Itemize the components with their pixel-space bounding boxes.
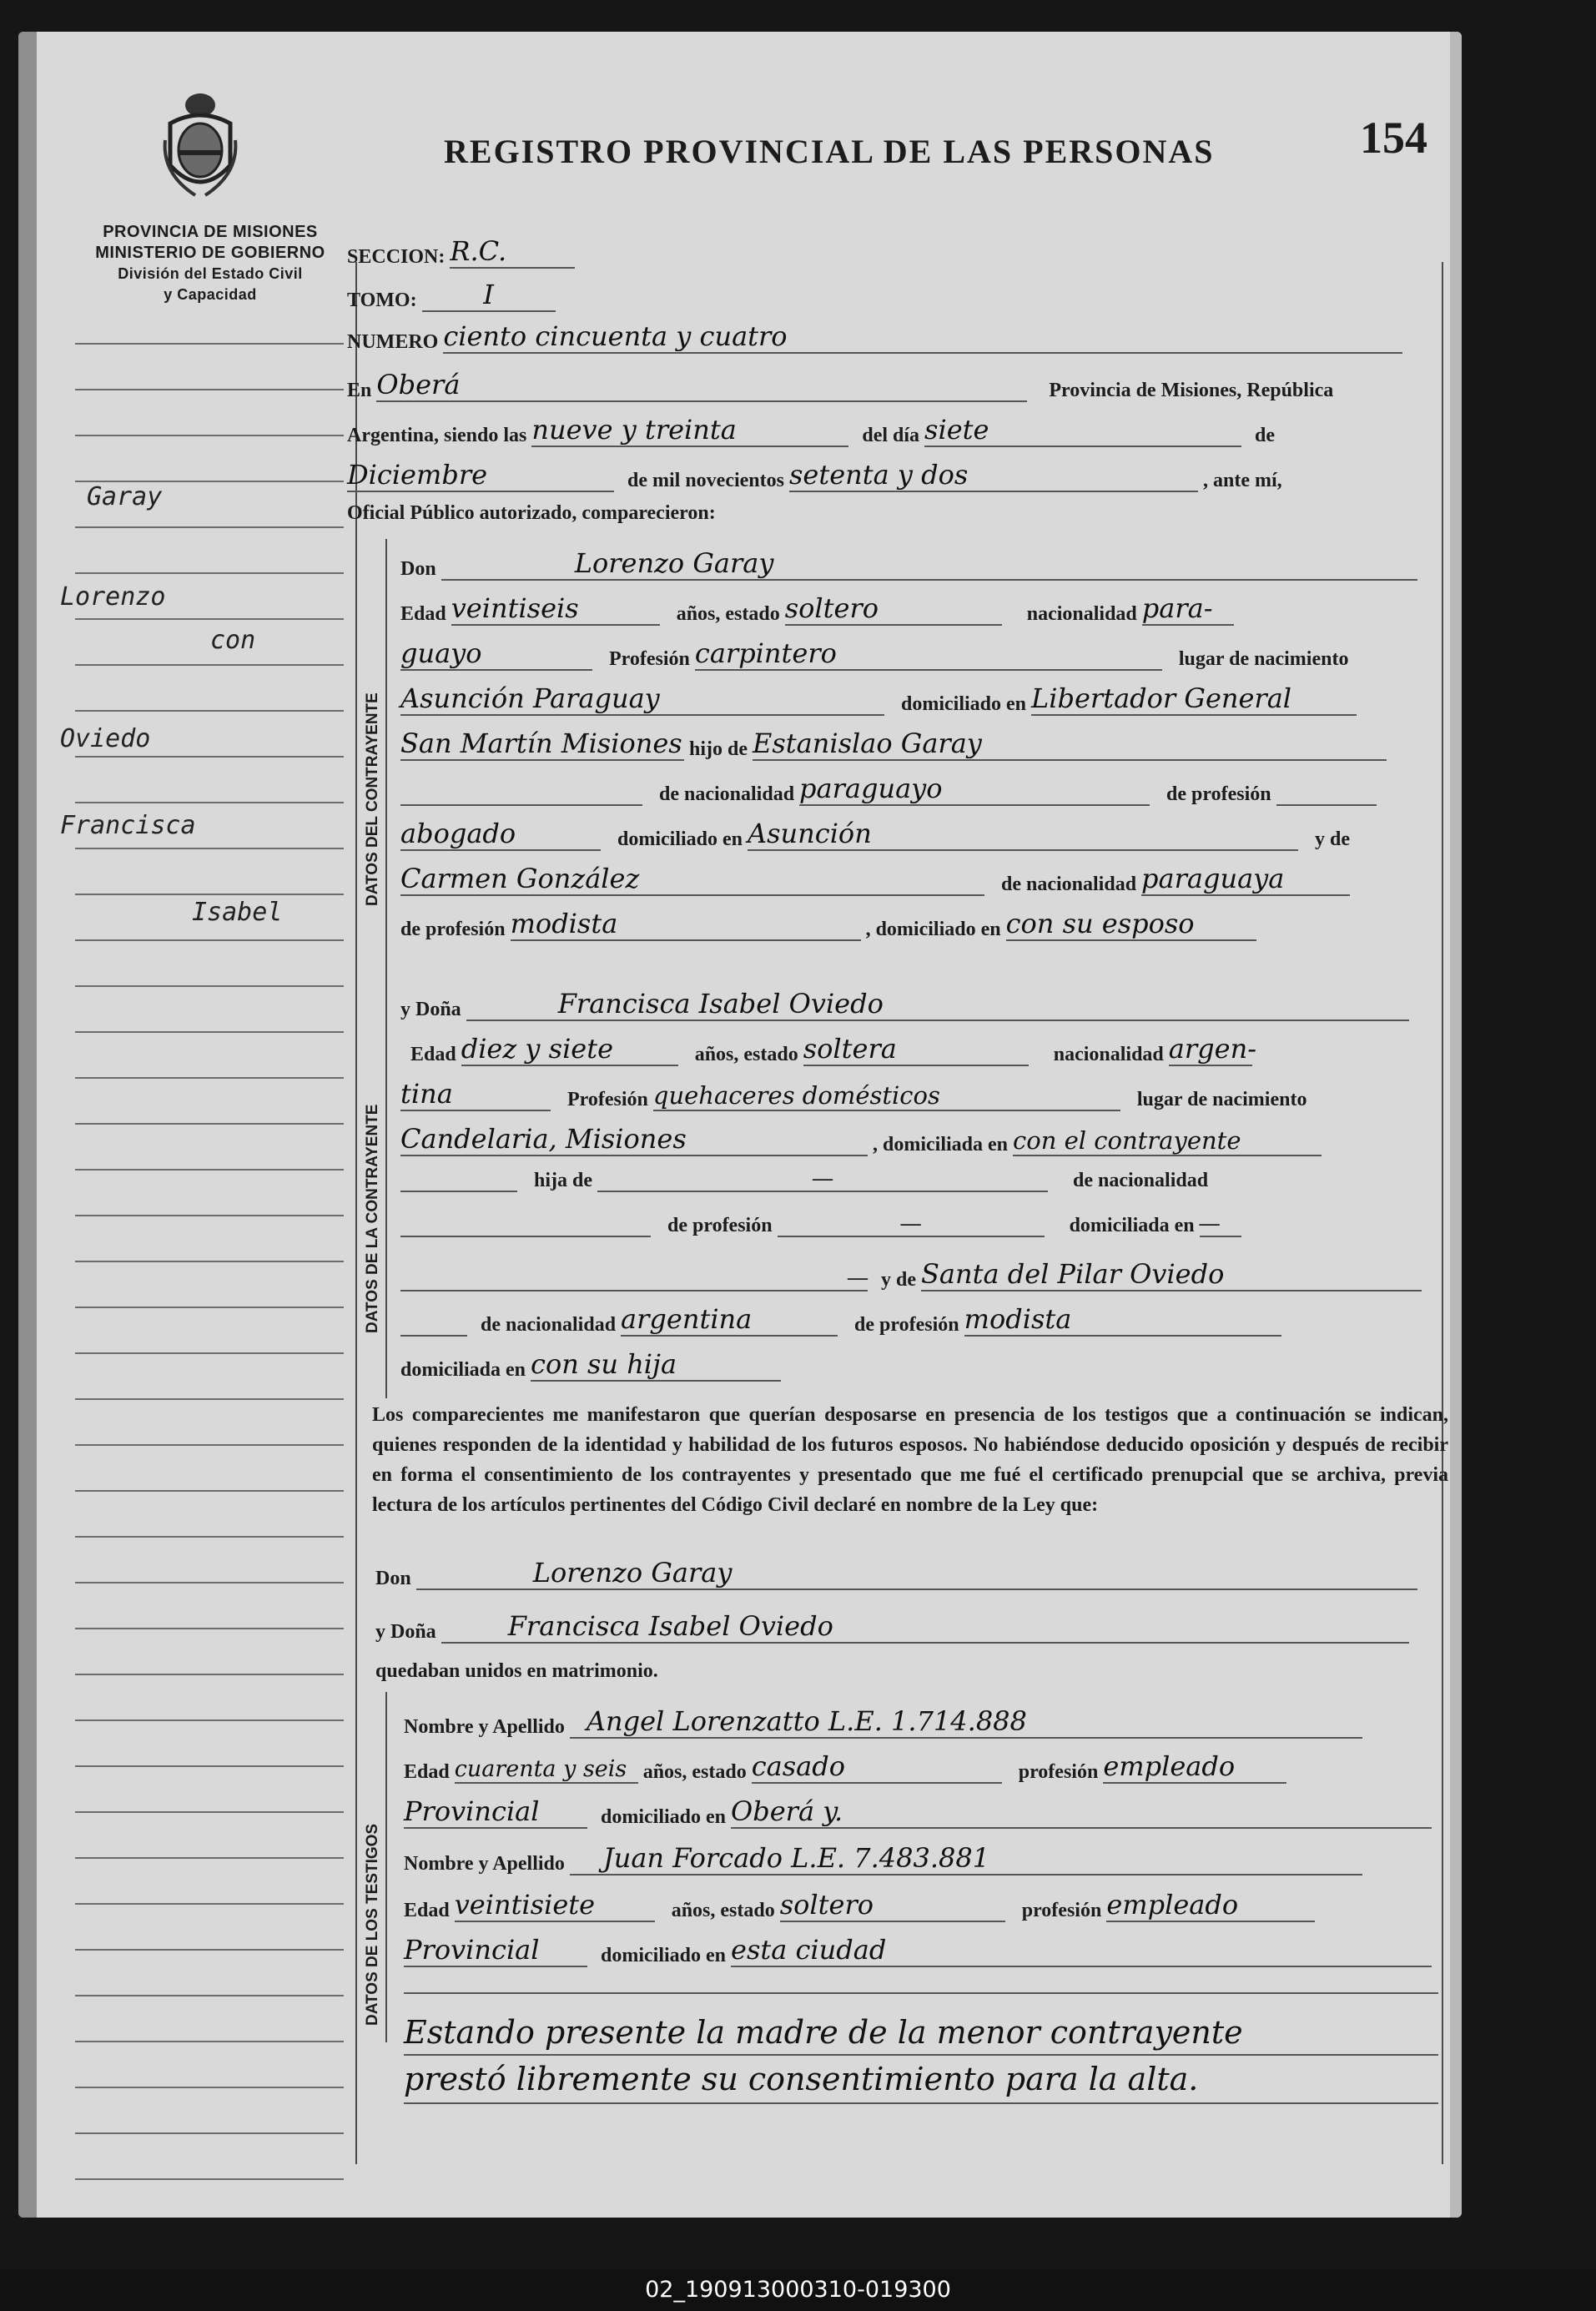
hora-row: Argentina, siendo las nueve y treinta del día siete de (347, 414, 1276, 446)
contrayente-section-border (385, 539, 387, 989)
margin-note-name: Lorenzo (60, 582, 166, 612)
testigo2-estado: soltero (780, 1889, 1005, 1922)
unidos-text: quedaban unidos en matrimonio. (375, 1660, 658, 1682)
contrayenta-madre-nac: argentina (621, 1303, 838, 1337)
contrayente-edad-row: Edad veintiseis años, estado soltero nacionalidad para- (400, 592, 1234, 626)
declaration-text: Los comparecientes me manifestaron que querían desposarse en presencia de los testigos que a continuación se indican, quienes responden de la identidad y habilidad de los futuros esposos. No habiéndose deducido oposición y después de recibir en forma el consentimiento de los contrayentes y presentado que me fué el certificado prenupcial que se archiva, previa lectura de los artículos pertinentes del Código Civil declaré en nombre de la Ley que: (372, 1404, 1448, 1516)
testigo2-name-row: Nombre y Apellido Juan Forcado L.E. 7.483.881 (404, 1842, 1362, 1875)
page-title: REGISTRO PROVINCIAL DE LAS PERSONAS (444, 133, 1215, 170)
image-caption: 02_190913000310-019300 (645, 2277, 951, 2303)
contrayenta-madre: Santa del Pilar Oviedo (921, 1258, 1422, 1291)
testigo1-dom-row: Provincial domiciliado en Oberá y. (404, 1795, 1432, 1829)
note-line-1: Estando presente la madre de la menor contrayente (404, 2014, 1243, 2051)
contrayenta-lugar-row: Candelaria, Misiones , domiciliada en con el contrayente (400, 1123, 1322, 1156)
fecha-row: Diciembre de mil novecientos setenta y dos , ante mí, (347, 459, 1282, 491)
contrayente-edad: veintiseis (451, 592, 660, 626)
form-right-rule (1442, 262, 1443, 2164)
margin-note-con: con (210, 626, 256, 655)
note-rule-2 (404, 2102, 1438, 2104)
contrayenta-edad: diez y siete (461, 1033, 678, 1066)
declaration-don-row: Don Lorenzo Garay (375, 1557, 1417, 1590)
contrayente-padre-prof: abogado (400, 818, 601, 851)
testigo1-estado: casado (752, 1750, 1002, 1784)
contrayenta-madre-dom: con su hija (531, 1348, 781, 1382)
testigo2-profesion: empleado (1106, 1889, 1315, 1922)
margin-note-surname-2: Oviedo (60, 724, 151, 753)
note-line-2: prestó libremente su consentimiento para la alta. (404, 2061, 1199, 2097)
contrayente-padre-nac-row: de nacionalidad paraguayo de profesión (400, 773, 1377, 806)
contrayente-padre: Estanislao Garay (753, 728, 1387, 761)
testigo1-profesion: empleado (1103, 1750, 1286, 1784)
testigo1-edad: cuarenta y seis (455, 1756, 638, 1784)
page-edge (1450, 32, 1462, 2218)
seccion-row: SECCION: R.C. (347, 235, 575, 269)
caption-bar (0, 2269, 1596, 2311)
contrayente-lugar-row: Asunción Paraguay domiciliado en Libertador General (400, 682, 1357, 716)
margin-note-surname: Garay (87, 482, 163, 511)
testigo2-dom-row: Provincial domiciliado en esta ciudad (404, 1934, 1432, 1967)
testigo2-edad-row: Edad veintisiete años, estado soltero profesión empleado (404, 1889, 1315, 1922)
contrayenta-padre-blank: — (597, 1168, 1048, 1192)
margin-ruled-lines (75, 299, 344, 2180)
contrayente-madre-nac: paraguaya (1141, 863, 1350, 896)
contrayenta-profesion: quehaceres domésticos (653, 1081, 1120, 1111)
ministry-line: MINISTERIO DE GOBIERNO (95, 244, 325, 262)
register-page (18, 32, 1462, 2218)
declaration-dona-row: y Doña Francisca Isabel Oviedo (375, 1610, 1409, 1644)
oficial-row: Oficial Público autorizado, comparecieron: (347, 502, 716, 524)
contrayente-name-row: Don Lorenzo Garay (400, 547, 1417, 581)
contrayenta-section-label: DATOS DE LA CONTRAYENTE (364, 1104, 381, 1333)
contrayenta-nacionalidad-2: tina (400, 1078, 551, 1111)
ministry-line: y Capacidad (164, 286, 257, 303)
contrayente-lugar: Asunción Paraguay (400, 682, 884, 716)
tomo-row: TOMO: I (347, 279, 556, 312)
contrayenta-padre-prof-blank: — (778, 1213, 1045, 1237)
note-rule-1 (404, 2054, 1438, 2056)
contrayenta-estado: soltera (803, 1033, 1029, 1066)
testigo2-nombre: Juan Forcado L.E. 7.483.881 (570, 1842, 1362, 1875)
contrayenta-madre-prof: modista (964, 1303, 1281, 1337)
contrayente-madre-prof-row: de profesión modista , domiciliado en con su esposo (400, 908, 1256, 941)
en-row: En Oberá Provincia de Misiones, República (347, 369, 1334, 401)
contrayenta-profesion-row: tina Profesión quehaceres domésticos lugar de nacimiento (400, 1078, 1307, 1110)
testigo1-edad-row: Edad cuarenta y seis años, estado casado profesión empleado (404, 1750, 1286, 1784)
testigo1-profesion-2: Provincial (404, 1795, 587, 1829)
contrayenta-hija-row: hija de — de nacionalidad (400, 1168, 1208, 1192)
contrayenta-profesion-padre-row: de profesión — domiciliada en — (400, 1213, 1241, 1237)
anio-value: setenta y dos (789, 459, 1198, 492)
coat-of-arms-icon (162, 90, 239, 200)
contrayente-madre-prof: modista (511, 908, 861, 941)
contrayente-profesion: carpintero (695, 637, 1162, 671)
book-binding (18, 32, 37, 2218)
ministry-line: División del Estado Civil (118, 265, 303, 282)
contrayenta-edad-row: Edad diez y siete años, estado soltera nacionalidad argen- (410, 1033, 1256, 1065)
contrayente-profesion-row: guayo Profesión carpintero lugar de nacimiento (400, 637, 1349, 670)
contrayente-domicilio-2: San Martín Misiones (400, 728, 684, 761)
contrayente-padre-row: San Martín Misiones hijo de Estanislao Garay (400, 728, 1387, 761)
contrayente-nacionalidad-2: guayo (400, 637, 592, 671)
ministry-block (68, 222, 352, 305)
testigo2-profesion-2: Provincial (404, 1934, 587, 1967)
mes-value: Diciembre (347, 459, 614, 492)
tomo-value: I (422, 279, 556, 312)
contrayente-madre: Carmen González (400, 863, 984, 896)
testigo1-domicilio: Oberá y. (731, 1795, 1432, 1829)
contrayenta-madre-dom-row: domiciliada en con su hija (400, 1348, 781, 1382)
contrayente-section-label: DATOS DEL CONTRAYENTE (364, 692, 381, 906)
ministry-line: PROVINCIA DE MISIONES (103, 223, 318, 241)
contrayente-padre-prof-row: abogado domiciliado en Asunción y de (400, 818, 1351, 850)
en-value: Oberá (376, 369, 1027, 402)
contrayente-padre-nac: paraguayo (799, 773, 1150, 806)
contrayente-name: Lorenzo Garay (441, 547, 1417, 581)
contrayenta-name: Francisca Isabel Oviedo (466, 988, 1409, 1021)
contrayenta-nacionalidad-1: argen- (1168, 1033, 1256, 1065)
contrayenta-madre-row: — y de Santa del Pilar Oviedo (400, 1258, 1422, 1291)
declaration-don: Lorenzo Garay (416, 1557, 1417, 1590)
testigo2-edad: veintisiete (455, 1889, 655, 1922)
numero-value: ciento cincuenta y cuatro (443, 320, 1402, 354)
contrayente-domicilio-1: Libertador General (1031, 682, 1357, 716)
declaration-dona: Francisca Isabel Oviedo (441, 1610, 1409, 1644)
margin-note-name-2: Francisca (60, 811, 196, 840)
contrayenta-madre-nac-row: de nacionalidad argentina de profesión modista (400, 1303, 1281, 1337)
margin-note-name-3: Isabel (192, 898, 283, 927)
numero-row: NUMERO ciento cincuenta y cuatro (347, 320, 1402, 354)
testigo1-nombre: Angel Lorenzatto L.E. 1.714.888 (570, 1705, 1362, 1739)
contrayenta-domicilio: con el contrayente (1013, 1126, 1322, 1156)
contrayente-nacionalidad-1: para- (1142, 592, 1234, 626)
seccion-value: R.C. (450, 235, 575, 269)
contrayente-madre-row: Carmen González de nacionalidad paraguaya (400, 863, 1350, 896)
contrayente-padre-dom: Asunción (748, 818, 1298, 851)
testigos-blank-line (404, 1992, 1438, 1994)
hora-value: nueve y treinta (531, 414, 848, 447)
contrayenta-name-row: y Doña Francisca Isabel Oviedo (400, 988, 1409, 1021)
testigos-section-border (385, 1692, 387, 2042)
dia-value: siete (924, 414, 1241, 447)
testigo2-domicilio: esta ciudad (731, 1934, 1432, 1967)
contrayenta-lugar: Candelaria, Misiones (400, 1123, 868, 1156)
testigos-section-label: DATOS DE LOS TESTIGOS (364, 1823, 381, 2026)
contrayente-madre-dom: con su esposo (1006, 908, 1256, 941)
contrayenta-section-border (385, 989, 387, 1398)
folio-number: 154 (1360, 113, 1427, 163)
testigo1-name-row: Nombre y Apellido Angel Lorenzatto L.E. 1.714.888 (404, 1705, 1362, 1739)
form-left-rule (355, 262, 357, 2164)
contrayente-estado: soltero (785, 592, 1002, 626)
